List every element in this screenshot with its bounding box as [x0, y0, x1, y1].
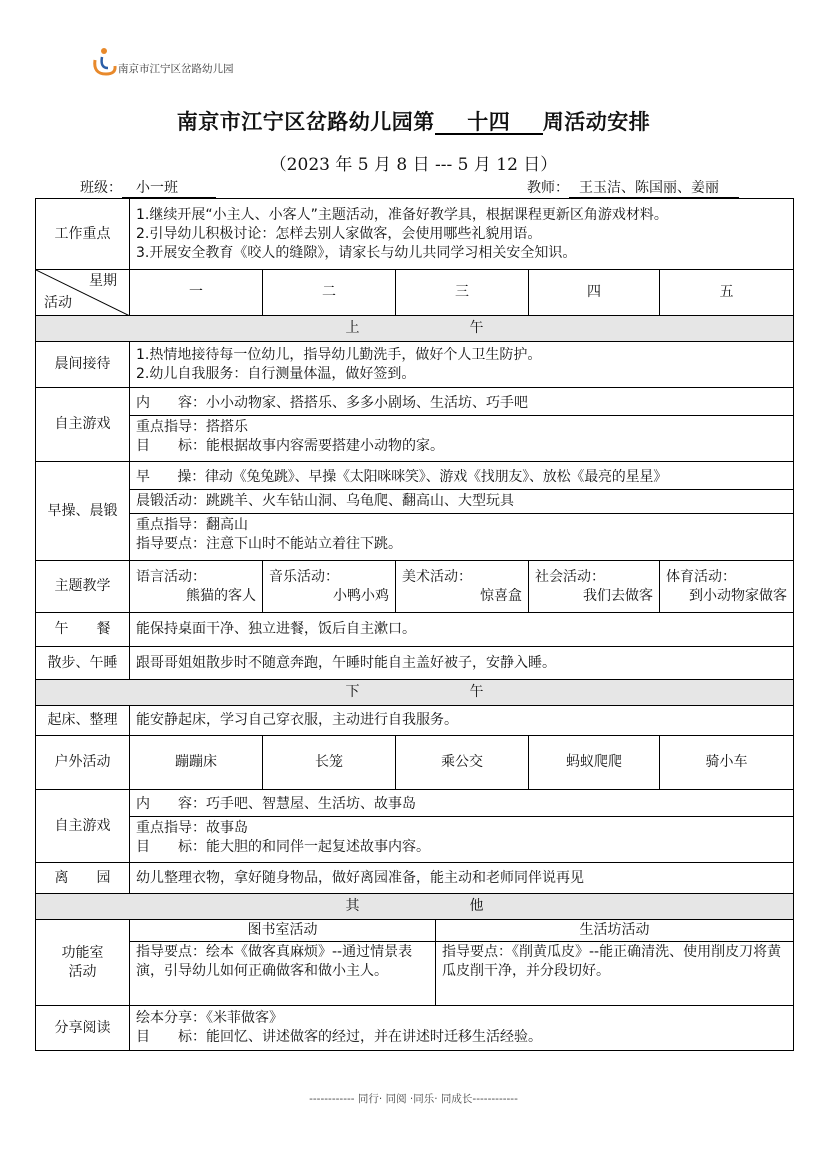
afternoon-section-row: [36, 680, 794, 706]
class-value: 小一班: [122, 177, 216, 198]
exercise-guidance: 重点指导：翻高山 指导要点：注意下山时不能站立着往下跳。: [136, 517, 402, 552]
free-play-afternoon-row: [36, 790, 794, 863]
corner-cell: [36, 270, 130, 316]
reading-row: [36, 1006, 794, 1051]
outdoor-item: 蹦蹦床: [130, 736, 263, 790]
footer-slogan: ------------ 同行· 同阅 ·同乐· 同成长------------: [309, 1093, 518, 1105]
corner-top: 星期: [89, 273, 117, 289]
nap-row: [36, 647, 794, 680]
lunch-row: [36, 613, 794, 647]
function-room-content: [130, 920, 794, 1006]
logo-mark-icon: [90, 46, 118, 78]
leave-label: 离 园: [36, 863, 130, 894]
exercise-row: [36, 462, 794, 561]
life-title: 生活坊活动: [436, 920, 793, 942]
life-text: 指导要点：《削黄瓜皮》--能正确清洗、使用削皮刀将黄瓜皮削干净，并分段切好。: [442, 944, 782, 979]
day-header: 三: [396, 270, 529, 316]
nap-content: 跟哥哥姐姐散步时不随意奔跑，午睡时能自主盖好被子，安静入睡。: [130, 647, 794, 680]
focus-line: 1.继续开展“小主人、小客人”主题活动，准备好教学具，根据课程更新区角游戏材料。: [136, 206, 668, 223]
free-play-areas: 内 容：巧手吧、智慧屋、生活坊、故事岛: [130, 793, 793, 817]
focus-line: 2.引导幼儿积极讨论：怎样去别人家做客，会使用哪些礼貌用语。: [136, 225, 542, 242]
teacher-info: [527, 177, 739, 198]
wake-content: 能安静起床，学习自己穿衣服，主动进行自我服务。: [130, 706, 794, 736]
leave-row: [36, 863, 794, 894]
outdoor-item: 蚂蚁爬爬: [529, 736, 660, 790]
title-prefix: 南京市江宁区岔路幼儿园第: [176, 109, 435, 134]
subject-cell: 社会活动： 我们去做客: [529, 561, 660, 613]
exercise-content: [130, 462, 794, 561]
free-play-morning-row: [36, 388, 794, 462]
free-play-content: [130, 388, 794, 462]
date-range: （2023 年 5 月 8 日 --- 5 月 12 日）: [269, 155, 558, 175]
focus-line: 3.开展安全教育《咬人的缝隙》，请家长与幼儿共同学习相关安全知识。: [136, 244, 577, 261]
free-play-label: 自主游戏: [36, 790, 130, 863]
free-play-areas: 内 容：小小动物家、搭搭乐、多多小剧场、生活坊、巧手吧: [130, 392, 793, 416]
day-header: 一: [130, 270, 263, 316]
teaching-label: 主题教学: [36, 561, 130, 613]
arrival-row: [36, 342, 794, 388]
life-activity: [436, 920, 793, 1005]
nap-label: 散步、午睡: [36, 647, 130, 680]
section-header-other: 其 他: [36, 894, 794, 920]
page-title: [0, 106, 827, 136]
morning-activity: 晨锻活动：跳跳羊、火车钻山洞、乌龟爬、翻高山、大型玩具: [130, 490, 793, 514]
subject-cell: 音乐活动： 小鸭小鸡: [263, 561, 396, 613]
wake-row: [36, 706, 794, 736]
subject-cell: 美术活动： 惊喜盒: [396, 561, 529, 613]
function-room-label: 功能室活动: [36, 920, 130, 1006]
lunch-label: 午 餐: [36, 613, 130, 647]
free-play-label: 自主游戏: [36, 388, 130, 462]
focus-content: [130, 199, 794, 270]
morning-exercise: 早 操：律动《兔兔跳》、早操《太阳咪咪笑》、游戏《找朋友》、放松《最亮的星星》: [130, 466, 793, 490]
subject-cell: 语言活动： 熊猫的客人: [130, 561, 263, 613]
logo-text: 南京市江宁区岔路幼儿园: [118, 63, 234, 75]
teaching-row: [36, 561, 794, 613]
day-header: 五: [660, 270, 794, 316]
title-suffix: 周活动安排: [542, 109, 651, 134]
section-header-afternoon: 下 午: [36, 680, 794, 706]
class-info: [80, 177, 216, 198]
outdoor-item: 长笼: [263, 736, 396, 790]
teacher-label: 教师：: [527, 180, 569, 196]
lunch-content: 能保持桌面干净、独立进餐，饭后自主漱口。: [130, 613, 794, 647]
outdoor-item: 乘公交: [396, 736, 529, 790]
arrival-label: 晨间接待: [36, 342, 130, 388]
focus-row: [36, 199, 794, 270]
library-text: 指导要点：绘本《做客真麻烦》--通过情景表演，引导幼儿如何正确做客和做小主人。: [136, 944, 413, 979]
reading-content: 绘本分享：《米菲做客》 目 标：能回忆、讲述做客的经过，并在讲述时迁移生活经验。: [130, 1006, 794, 1051]
outdoor-label: 户外活动: [36, 736, 130, 790]
arrival-content: 1.热情地接待每一位幼儿，指导幼儿勤洗手，做好个人卫生防护。 2.幼儿自我服务：自行测量体温，做好签到。: [130, 342, 794, 388]
focus-label: 工作重点: [36, 199, 130, 270]
week-number: 十四: [435, 111, 543, 135]
outdoor-item: 骑小车: [660, 736, 794, 790]
section-header-morning: 上 午: [36, 316, 794, 342]
kindergarten-logo: [90, 46, 234, 78]
free-play-guidance: 重点指导：故事岛 目 标：能大胆的和同伴一起复述故事内容。: [136, 820, 430, 855]
library-title: 图书室活动: [130, 920, 435, 942]
wake-label: 起床、整理: [36, 706, 130, 736]
teacher-value: 王玉洁、陈国丽、姜丽: [569, 177, 739, 198]
subject-cell: 体育活动： 到小动物家做客: [660, 561, 794, 613]
days-header-row: [36, 270, 794, 316]
day-header: 四: [529, 270, 660, 316]
function-room-row: [36, 920, 794, 1006]
reading-label: 分享阅读: [36, 1006, 130, 1051]
day-header: 二: [263, 270, 396, 316]
outdoor-row: [36, 736, 794, 790]
free-play-guidance: 重点指导：搭搭乐 目 标：能根据故事内容需要搭建小动物的家。: [136, 418, 444, 454]
corner-bottom: 活动: [44, 295, 72, 311]
leave-content: 幼儿整理衣物，拿好随身物品，做好离园准备，能主动和老师同伴说再见: [130, 863, 794, 894]
schedule-table: [35, 198, 794, 1051]
free-play-content: [130, 790, 794, 863]
library-activity: [130, 920, 436, 1005]
other-section-row: [36, 894, 794, 920]
class-label: 班级：: [80, 180, 122, 196]
exercise-label: 早操、晨锻: [36, 462, 130, 561]
morning-section-row: [36, 316, 794, 342]
